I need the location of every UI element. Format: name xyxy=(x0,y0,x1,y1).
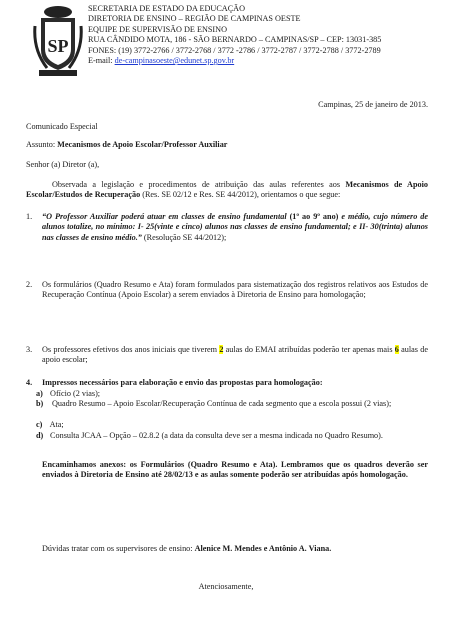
header-equipe: EQUIPE DE SUPERVISÃO DE ENSINO xyxy=(88,24,227,34)
item4-sub-c xyxy=(36,420,428,430)
item1-grades: (1º ao 9º ano) xyxy=(286,212,342,221)
header-email-line xyxy=(88,56,381,66)
email-label: E-mail: xyxy=(88,56,115,66)
item1-quote-c: e médio, cujo número de alunos totalize, no mínimo: I- 25(vinte e cinco) alunos nas classes de ensino fundamental; e II- 30(trinta) alunos nas classes de ensino médio.” xyxy=(42,212,428,242)
intro-part2: (Res. SE 02/12 e Res. SE 44/2012), orientamos o que segue: xyxy=(140,190,341,200)
item4-sub-b xyxy=(36,399,428,409)
header-diretoria: DIRETORIA DE ENSINO – REGIÃO DE CAMPINAS OESTE xyxy=(88,14,301,24)
header-phones: FONES: (19) 3772-2766 / 3772-2768 / 3772 -2786 / 3772-2787 / 3772-2788 / 3772-2789 xyxy=(88,45,381,55)
subject-line xyxy=(26,140,227,150)
document-date: Campinas, 25 de janeiro de 2013. xyxy=(318,100,428,109)
header-secretaria: SECRETARIA DE ESTADO DA EDUCAÇÃO xyxy=(88,4,245,13)
sub-label: b) xyxy=(36,399,44,408)
item1-ref: (Resolução SE 44/2012); xyxy=(141,232,227,242)
contact-prefix: Dúvidas tratar com os supervisores de ensino: xyxy=(42,544,195,553)
state-coat-of-arms-icon xyxy=(33,4,83,78)
item2-text: Os formulários (Quadro Resumo e Ata) foram formulados para sistematização dos registros relativos aos Estudos de Recuperação Contínua (Apoio Escolar) a serem enviados à Diretoria de Ensino para homologação; xyxy=(42,280,428,300)
header-address: RUA CÂNDIDO MOTA, 186 - SÃO BERNARDO – CAMPINAS/SP – CEP: 13031-385 xyxy=(88,35,382,45)
sub-text: Consulta JCAA – Opção – 02.8.2 (a data da consulta deve ser a mesma indicada no Quadro Resumo). xyxy=(50,431,383,440)
item3-highlight-6: 6 xyxy=(394,345,399,354)
contact-line xyxy=(42,544,331,554)
item3-number: 3. xyxy=(26,345,33,354)
closing: Atenciosamente, xyxy=(198,582,254,591)
sub-label: a) xyxy=(36,389,43,398)
sub-label: d) xyxy=(36,431,44,440)
intro-part1: Observada a legislação e procedimentos de atribuição das aulas referentes aos xyxy=(52,180,346,189)
item4-title: Impressos necessários para elaboração e envio das propostas para homologação: xyxy=(42,378,323,387)
item1-number: 1. xyxy=(26,212,33,221)
subject-text: Mecanismos de Apoio Escolar/Professor Auxiliar xyxy=(57,140,228,149)
sub-text: Ofício (2 vias); xyxy=(50,389,101,398)
item4-sub-a xyxy=(36,389,428,399)
subject-label: Assunto: xyxy=(26,140,58,149)
item1-quote-a: “O Professor Auxiliar poderá atuar em classes de ensino fundamental xyxy=(42,212,287,221)
attachments-paragraph: Encaminhamos anexos: os Formulários (Quadro Resumo e Ata). Lembramos que os quadros deverão ser enviados à Diretoria de Ensino até 28/02/13 e as aulas somente poderão ser atribuídas após homologação. xyxy=(42,460,428,480)
item4-number: 4. xyxy=(26,378,33,387)
item3-highlight-2: 2 xyxy=(219,345,224,354)
svg-text:SP: SP xyxy=(47,36,69,56)
intro-paragraph xyxy=(26,180,428,201)
document-type: Comunicado Especial xyxy=(26,122,98,131)
item2-number: 2. xyxy=(26,280,33,289)
item3-part-a: Os professores efetivos dos anos iniciais que tiverem xyxy=(42,345,220,354)
item3-text xyxy=(42,345,428,366)
sub-label: c) xyxy=(36,420,43,429)
item3-part-b: aulas do EMAI atribuídas poderão ter apenas mais xyxy=(223,345,395,354)
sub-text: Quadro Resumo – Apoio Escolar/Recuperação Contínua de cada segmento que a escola possui (2 vias); xyxy=(52,399,392,408)
letterhead xyxy=(88,4,381,66)
sub-text: Ata; xyxy=(49,420,64,429)
email-link[interactable]: de-campinasoeste@edunet.sp.gov.br xyxy=(114,56,235,66)
salutation: Senhor (a) Diretor (a), xyxy=(26,160,100,169)
contact-names: Alenice M. Mendes e Antônio A. Viana. xyxy=(194,544,332,553)
item3-part-c: aulas de apoio escolar; xyxy=(42,345,428,365)
item4-sub-d xyxy=(36,431,436,441)
item1-text xyxy=(42,212,428,243)
intro-bold: Mecanismos de Apoio Escolar/Estudos de Recuperação xyxy=(26,180,428,200)
